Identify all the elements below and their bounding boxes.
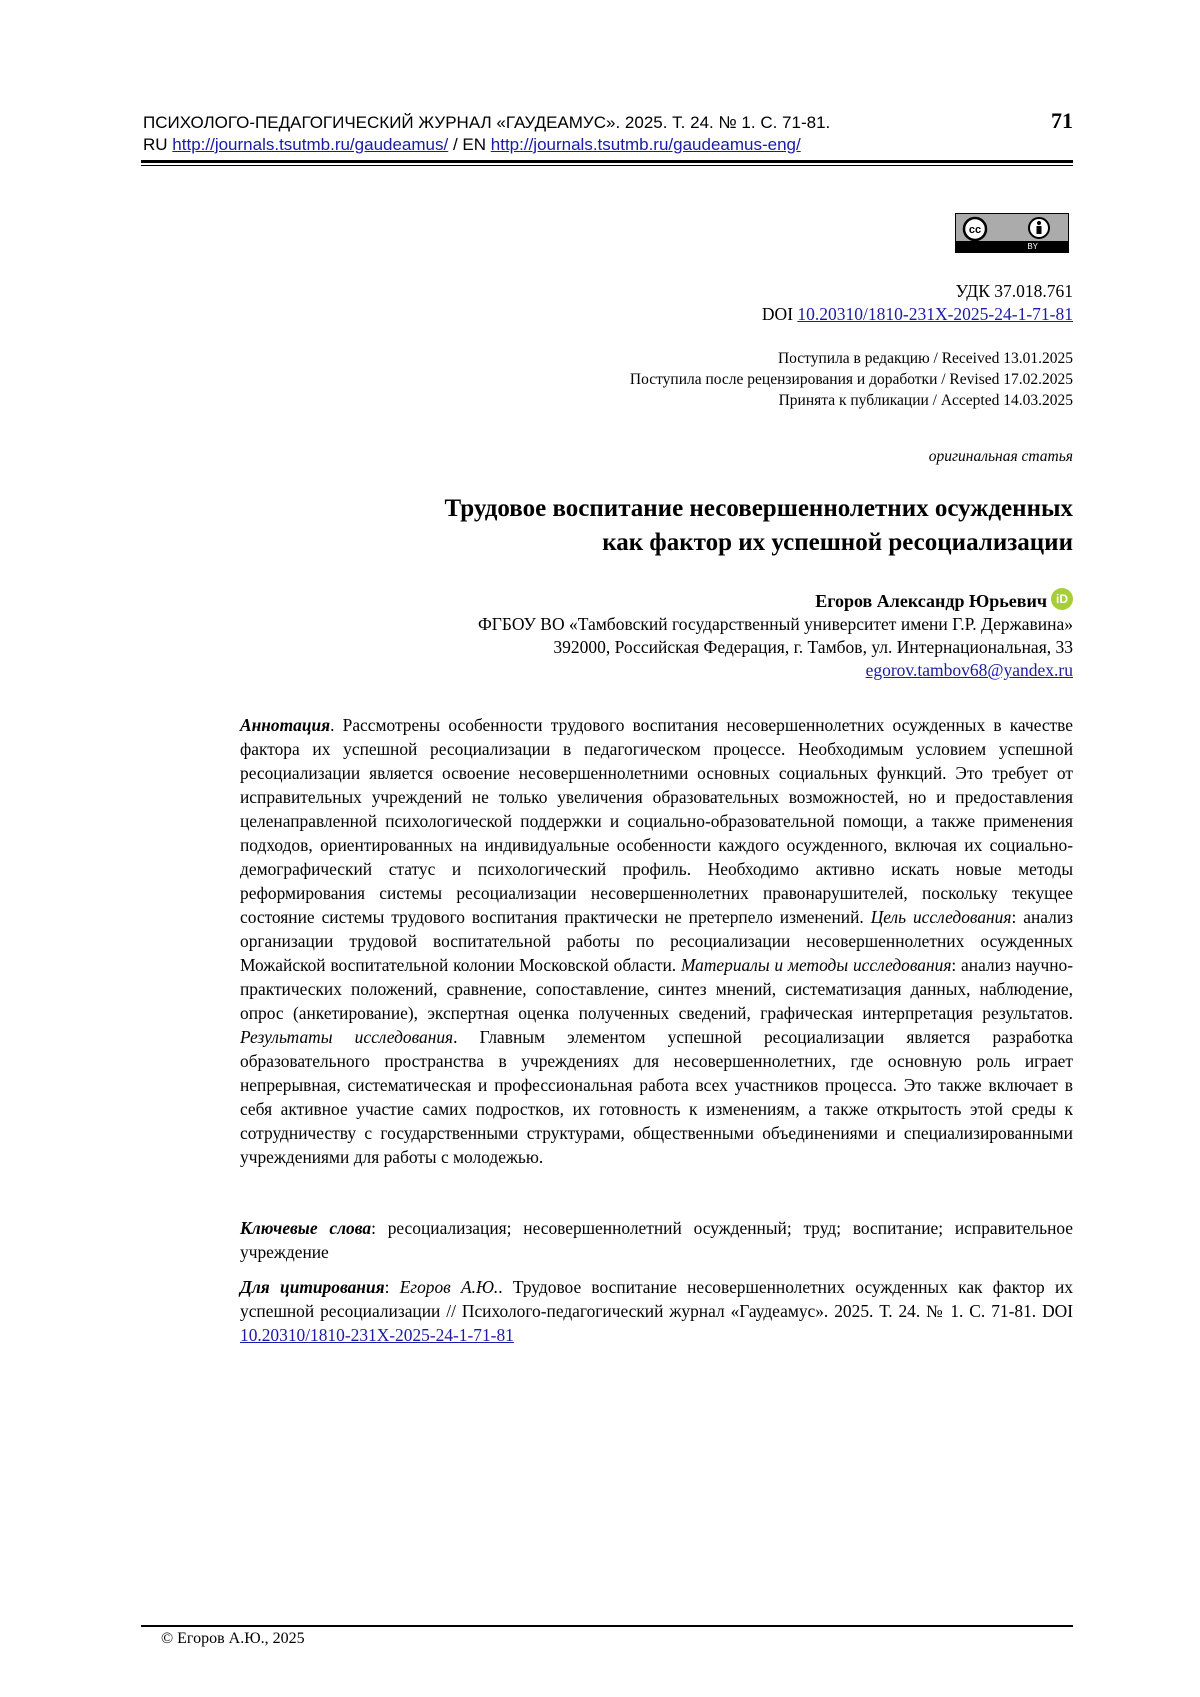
- cc-by-license-badge[interactable]: [955, 213, 1069, 253]
- journal-line: ПСИХОЛОГО-ПЕДАГОГИЧЕСКИЙ ЖУРНАЛ «ГАУДЕАМУС». 2025. Т. 24. № 1. С. 71-81.: [143, 113, 831, 132]
- aim-label: Цель исследования: [870, 907, 1012, 927]
- citation-label: Для цитирования: [240, 1277, 385, 1297]
- author-name: Егоров Александр Юрьевич: [815, 591, 1047, 611]
- citation: [240, 1275, 1073, 1347]
- accepted-date: Принята к публикации / Accepted 14.03.2025: [778, 392, 1073, 409]
- article-dates: [630, 348, 1073, 411]
- article-type: оригинальная статья: [928, 448, 1073, 465]
- keywords-label: Ключевые слова: [240, 1218, 372, 1238]
- citation-text: . Трудовое воспитание несовершеннолетних осужденных как фактор их успешной ресоциализации // Психолого-педагогический журнал «Гаудеамус». 2025. Т. 24. № 1. С. 71-81. DOI: [240, 1277, 1073, 1321]
- citation-separator: :: [384, 1277, 400, 1297]
- copyright: © Егоров А.Ю., 2025: [161, 1630, 305, 1647]
- by-label: BY: [956, 241, 1068, 252]
- abstract-label: Аннотация: [240, 715, 331, 735]
- results-label: Результаты исследования: [240, 1027, 454, 1047]
- keywords: [240, 1216, 1073, 1264]
- doi-link[interactable]: 10.20310/1810-231X-2025-24-1-71-81: [797, 304, 1073, 324]
- citation-author: Егоров А.Ю.: [399, 1277, 499, 1297]
- page-number: 71: [1051, 108, 1073, 133]
- doi-label: DOI: [761, 304, 794, 324]
- header-rule-thin: [141, 165, 1073, 166]
- author-address: 392000, Российская Федерация, г. Тамбов, ул. Интернациональная, 33: [553, 637, 1073, 657]
- udk: УДК 37.018.761: [955, 281, 1073, 301]
- methods-label: Материалы и методы исследования: [680, 955, 952, 975]
- keywords-text: : ресоциализация; несовершеннолетний осужденный; труд; воспитание; исправительное учреждение: [240, 1218, 1074, 1262]
- author-email-link[interactable]: egorov.tambov68@yandex.ru: [865, 660, 1073, 680]
- abstract-text: . Рассмотрены особенности трудового воспитания несовершеннолетних осужденных в качестве фактора их успешной ресоциализации в педагогическом процессе. Необходимым условием успешной ресоциализации является освоение несовершеннолетними основных социальных функций. Это требует от исправительных учреждений не только увеличения образовательных возможностей, но и предоставления целенаправленной психологической поддержки и социально-образовательной помощи, а также применения подходов, ориентированных на индивидуальные особенности каждого осужденного, включая их социально-демографический статус и психологический профиль. Необходимо активно искать новые методы реформирования системы ресоциализации несовершеннолетних правонарушителей, поскольку текущее состояние системы трудового воспитания практически не претерпело изменений.: [240, 715, 1073, 927]
- aim-text: : анализ организации трудовой воспитательной работы по ресоциализации несовершеннолетних осужденных Можайской воспитательной колонии Московской области.: [240, 907, 1073, 975]
- title-line-1: Трудовое воспитание несовершеннолетних осужденных: [444, 495, 1073, 522]
- journal-links: [143, 134, 1073, 156]
- ru-label: RU: [143, 135, 168, 154]
- cc-icon: [956, 214, 1068, 242]
- running-header: [143, 112, 1073, 156]
- cc-text: cc: [968, 224, 982, 236]
- header-rule-thick: [141, 160, 1073, 163]
- en-url-link[interactable]: http://journals.tsutmb.ru/gaudeamus-eng/: [490, 135, 801, 154]
- footer-rule: [141, 1625, 1073, 1627]
- author-block: [478, 588, 1073, 682]
- en-separator: / EN: [452, 135, 487, 154]
- abstract: [240, 713, 1073, 1169]
- ru-url-link[interactable]: http://journals.tsutmb.ru/gaudeamus/: [172, 135, 449, 154]
- received-date: Поступила в редакцию / Received 13.01.2025: [777, 350, 1073, 367]
- title-line-2: как фактор их успешной ресоциализации: [602, 529, 1073, 556]
- article-title: [445, 492, 1073, 560]
- results-text: . Главным элементом успешной ресоциализации является разработка образовательного пространства в учреждениях для несовершеннолетних, где основную роль играет непрерывная, систематическая и профессиональная работа всех участников процесса. Это также включает в себя активное участие самих подростков, их готовность к изменениям, а также открытость этой среды к сотрудничеству с государственными структурами, общественными объединениями и специализированными учреждениями для работы с молодежью.: [240, 1027, 1073, 1167]
- revised-date: Поступила после рецензирования и доработки / Revised 17.02.2025: [629, 371, 1073, 388]
- orcid-icon[interactable]: iD: [1051, 588, 1073, 610]
- doi-line: [762, 303, 1073, 326]
- methods-text: : анализ научно-практических положений, сравнение, сопоставление, синтез мнений, систематизация данных, наблюдение, опрос (анкетирование), экспертная оценка полученных сведений, графическая интерпретация результатов.: [240, 955, 1074, 1023]
- author-affiliation: ФГБОУ ВО «Тамбовский государственный университет имени Г.Р. Державина»: [477, 614, 1073, 634]
- citation-doi-link[interactable]: 10.20310/1810-231X-2025-24-1-71-81: [240, 1325, 514, 1345]
